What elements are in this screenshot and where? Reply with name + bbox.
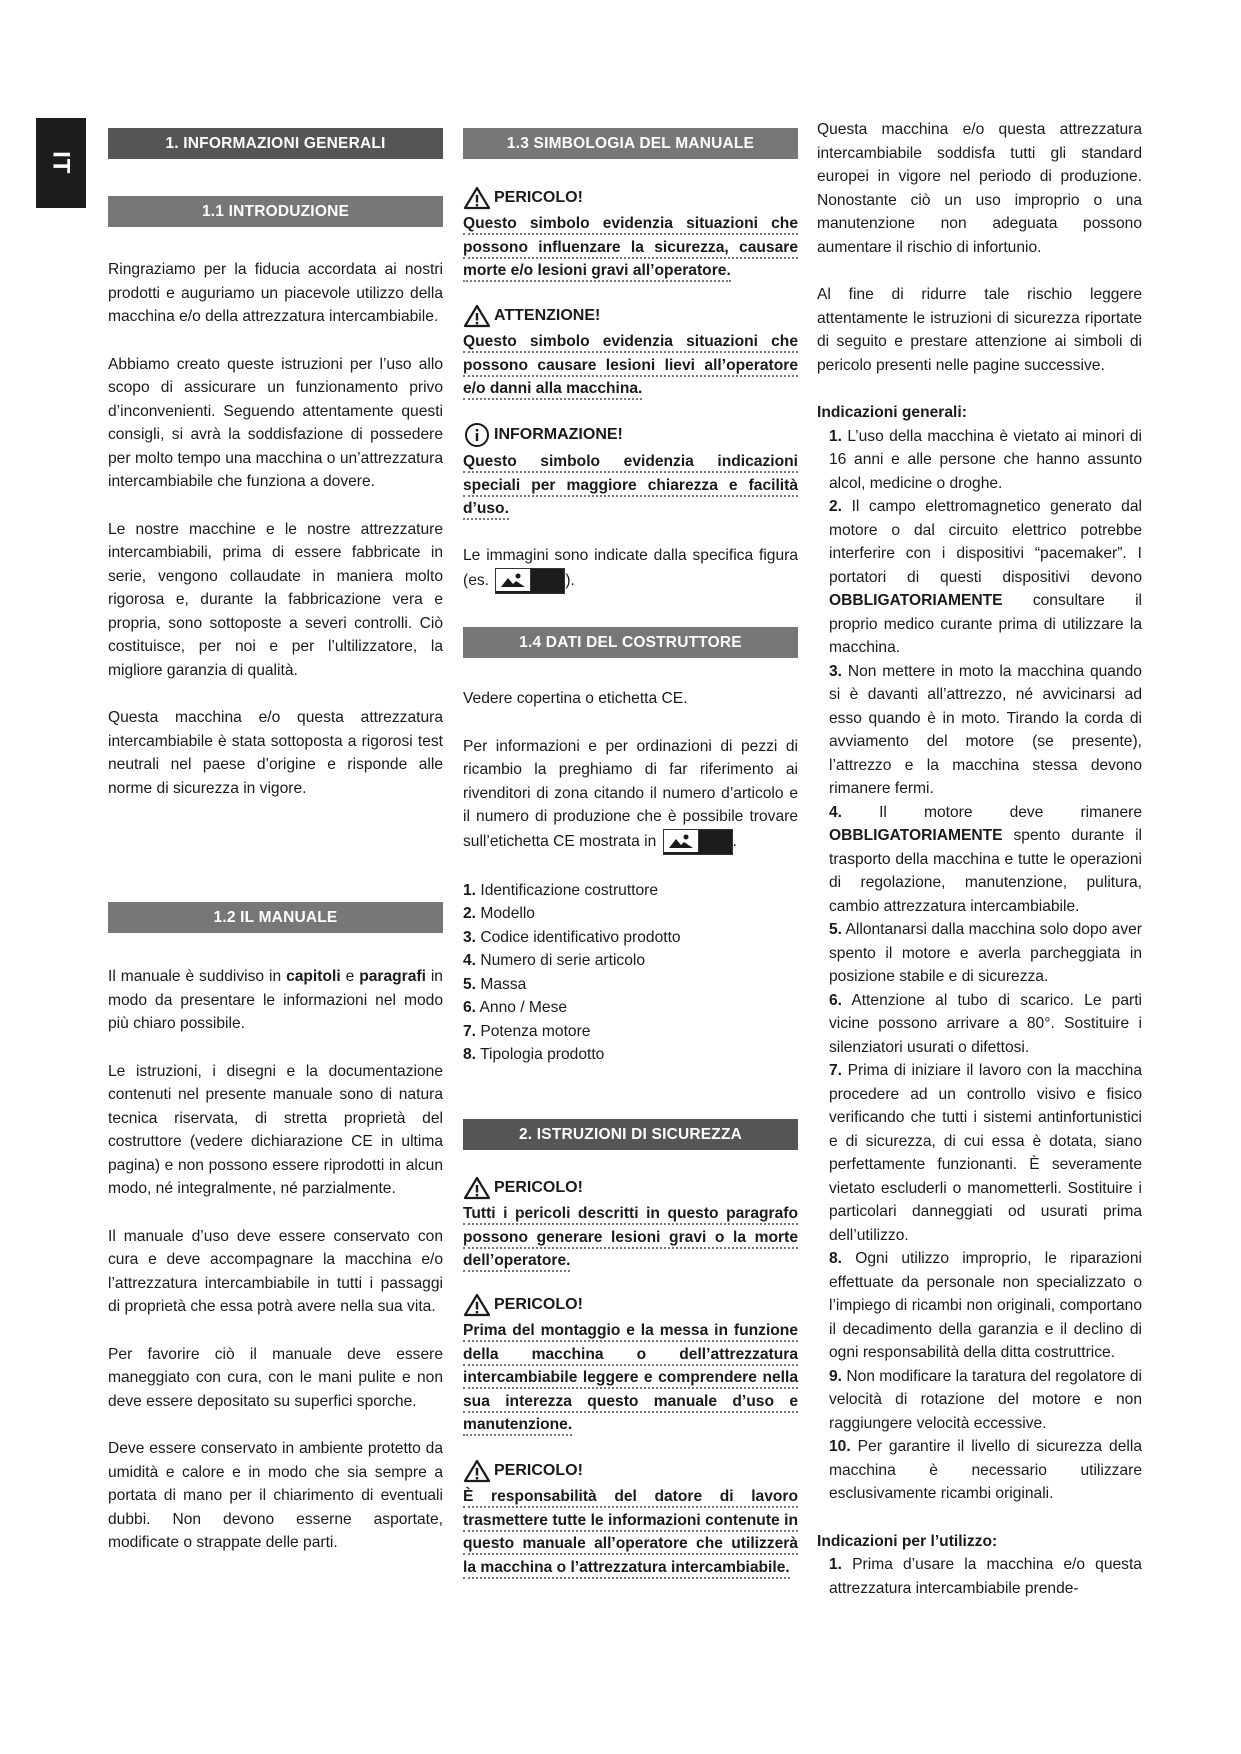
intro-paragraph-1: Ringraziamo per la fiducia accordata ai nostri prodotti e auguriamo un piacevole utilizzo della macchina e/o della attrezzatura intercambiabile. [108, 261, 443, 325]
list-item: 1. Prima d’usare la macchina e/o questa attrezzatura intercambiabile prende- [829, 1556, 1142, 1597]
usage-instructions-heading: Indicazioni per l’utilizzo: [817, 1532, 998, 1550]
ce-label-figure-icon [663, 829, 733, 855]
general-instructions-list [817, 425, 1142, 1506]
safety-danger-3-title: PERICOLO! [463, 1459, 798, 1483]
warning-triangle-icon [463, 304, 491, 328]
list-item: 4. Il motore deve rimanere OBBLIGATORIAMENTE spento durante il trasporto della macchina e tutte le operazioni di regolazione, manutenzione, pulitura, cambio attrezzatura intercambiabile. [829, 803, 1142, 915]
list-item: 2. Il campo elettromagnetico generato dal motore o dal circuito elettrico potrebbe interferire con i dispositivi “pacemaker”. I portatori di questi dispositivi devono OBBLIGATORIAMENTE consultare il proprio medico curante prima di utilizzare la macchina. [829, 498, 1142, 656]
warning-triangle-icon [463, 1459, 491, 1483]
ce-label-list [463, 879, 798, 1067]
safety-danger-1-title: PERICOLO! [463, 1176, 798, 1200]
section-header-general: 1. INFORMAZIONI GENERALI [108, 128, 443, 159]
safety-danger-3-text: È responsabilità del datore di lavoro trasmettere tutte le informazioni contenute in questo manuale all’operatore che utilizzerà la macchina o l’attrezzatura intercambiabile. [463, 1485, 798, 1579]
safety-danger-2-title: PERICOLO! [463, 1293, 798, 1317]
manual-paragraph-3: Il manuale d’uso deve essere conservato con cura e deve accompagnare la macchina e/o l’attrezzatura intercambiabile in tutti i passaggi di proprietà che essa potrà avere nella sua vita. [108, 1227, 443, 1315]
section-header-manufacturer: 1.4 DATI DEL COSTRUTTORE [463, 627, 798, 658]
list-item: 3. Non mettere in moto la macchina quando si è davanti all’attrezzo, né avvicinarsi ad esso quando è in moto. Tirando la corda di avviamento del motore (se presente), l’attrezzo e la macchina stessa devono rimanere fermi. [829, 662, 1142, 797]
info-circle-icon [463, 422, 491, 448]
standards-paragraph: Questa macchina e/o questa attrezzatura intercambiabile soddisfa tutti gli standard europei in vigore nel periodo di produzione. Nonostante ciò un uso improprio o una manutenzione non adeguata possono aumentare il rischio di infortunio. [817, 121, 1142, 256]
risk-paragraph: Al fine di ridurre tale rischio leggere attentamente le istruzioni di sicurezza riportate di seguito e prestare attenzione ai simboli di pericolo presenti nelle pagine successive. [817, 286, 1142, 374]
warning-triangle-icon [463, 186, 491, 210]
warning-triangle-icon [463, 1293, 491, 1317]
warning-triangle-icon [463, 1176, 491, 1200]
safety-danger-2-text: Prima del montaggio e la messa in funzione della macchina o dell’attrezzatura intercambiabile leggere e comprendere nella sua interezza questo manuale d’uso e manutenzione. [463, 1319, 798, 1437]
image-icon [500, 572, 526, 588]
list-item: 5. Allontanarsi dalla macchina solo dopo aver spento il motore e averla parcheggiata in posizione stabile e di sicurezza. [829, 921, 1142, 985]
figure-reference-icon [495, 568, 565, 594]
manufacturer-paragraph-2: Per informazioni e per ordinazioni di pezzi di ricambio la preghiamo di far riferimento ai rivenditori di zona citando il numero d’articolo e il numero di produzione che è possibile trovare sull’etichetta CE mostrata in . [463, 735, 798, 855]
list-item: 6. Anno / Mese [463, 999, 568, 1016]
section-header-symbols: 1.3 SIMBOLOGIA DEL MANUALE [463, 128, 798, 159]
list-item: 5. Massa [463, 975, 527, 993]
manual-paragraph-2: Le istruzioni, i disegni e la documentazione contenuti nel presente manuale sono di natura tecnica riservata, di stretta proprietà del costruttore (vedere dichiarazione CE in ultima pagina) e non possono essere riprodotti in alcun modo, né integralmente, né parzialmente. [108, 1062, 443, 1197]
intro-paragraph-4: Questa macchina e/o questa attrezzatura intercambiabile è stata sottoposta a rigorosi test neutrali nel paese d’origine e risponde alle norme di sicurezza in vigore. [108, 709, 443, 797]
list-item: 2. Modello [463, 905, 535, 922]
list-item: 3. Codice identificativo prodotto [463, 928, 681, 946]
list-item: 7. Potenza motore [463, 1022, 591, 1040]
attention-block-title: ATTENZIONE! [463, 304, 798, 328]
list-item: 4. Numero di serie articolo [463, 952, 646, 969]
list-item: 8. Tipologia prodotto [463, 1046, 605, 1063]
language-code: IT [47, 151, 75, 175]
list-item: 1. L’uso della macchina è vietato ai minori di 16 anni e alle persone che hanno assunto alcol, medicine o droghe. [829, 427, 1142, 492]
intro-paragraph-2: Abbiamo creato queste istruzioni per l’uso allo scopo di assicurare un funzionamento privo d’inconvenienti. Seguendo attentamente questi consigli, si avrà la soddisfazione di possedere per molto tempo una macchina o un’attrezzatura intercambiabile che funziona a dovere. [108, 355, 443, 490]
info-block-text: Questo simbolo evidenzia indicazioni speciali per maggiore chiarezza e facilità d’uso. [463, 450, 798, 521]
general-instructions-heading: Indicazioni generali: [817, 404, 967, 421]
danger-block-title: PERICOLO! [463, 186, 798, 210]
list-item: 1. Identificazione costruttore [463, 881, 659, 899]
danger-block-text: Questo simbolo evidenzia situazioni che possono influenzare la sicurezza, causare morte e/o lesioni gravi all’operatore. [463, 212, 798, 283]
list-item: 10. Per garantire il livello di sicurezza della macchina è necessario utilizzare esclusivamente ricambi originali. [829, 1438, 1142, 1502]
images-paragraph: Le immagini sono indicate dalla specifica figura (es. ). [463, 544, 798, 594]
attention-block-text: Questo simbolo evidenzia situazioni che possono causare lesioni lievi all’operatore e/o danni alla macchina. [463, 330, 798, 401]
manual-paragraph-1: Il manuale è suddiviso in capitoli e paragrafi in modo da presentare le informazioni nel modo più chiaro possibile. [108, 968, 443, 1032]
manufacturer-paragraph-1: Vedere copertina o etichetta CE. [463, 690, 688, 707]
safety-danger-1-text: Tutti i pericoli descritti in questo paragrafo possono generare lesioni gravi o la morte dell’operatore. [463, 1202, 798, 1273]
info-block-title: INFORMAZIONE! [463, 422, 798, 448]
language-tab [36, 118, 86, 208]
manual-paragraph-4: Per favorire ciò il manuale deve essere maneggiato con cura, con le mani pulite e non deve essere depositato su superfici sporche. [108, 1345, 443, 1410]
intro-paragraph-3: Le nostre macchine e le nostre attrezzature intercambiabili, prima di essere fabbricate in serie, vengono collaudate in maniera molto rigorosa e, durante la fabbricazione vera e propria, sono sottoposte a severi controlli. Ciò costituisce, per noi e per l’ultilizzatore, la migliore garanzia di qualità. [108, 520, 443, 679]
manual-paragraph-5: Deve essere conservato in ambiente protetto da umidità e calore e in modo che sia sempre a portata di mano per il chiarimento di eventuali dubbi. Non devono esserne asportate, modificate o strappate delle parti. [108, 1440, 443, 1551]
image-icon [668, 833, 694, 849]
section-header-manual: 1.2 IL MANUALE [108, 902, 443, 933]
list-item: 9. Non modificare la taratura del regolatore di velocità di rotazione del motore e non raggiungere velocità eccessive. [829, 1367, 1142, 1432]
section-header-safety: 2. ISTRUZIONI DI SICUREZZA [463, 1119, 798, 1150]
usage-instructions-list [817, 1553, 1142, 1600]
list-item: 7. Prima di iniziare il lavoro con la macchina procedere ad un controllo visivo e fisico verificando che tutti i sistemi antinfortunistici e di sicurezza, di cui essa è dotata, siano perfettamente funzionanti. È severamente vietato escluderli o manometterli. Sostituire i particolari danneggiati od usurati prima dell’utilizzo. [829, 1062, 1142, 1244]
list-item: 8. Ogni utilizzo improprio, le riparazioni effettuate da personale non specializzato o l’impiego di ricambi non originali, comportano il decadimento della garanzia e il declino di ogni responsabilità della ditta costruttrice. [829, 1250, 1142, 1361]
section-header-intro: 1.1 INTRODUZIONE [108, 196, 443, 227]
list-item: 6. Attenzione al tubo di scarico. Le parti vicine possono arrivare a 80°. Sostituire i silenziatori usurati o difettosi. [829, 991, 1142, 1056]
